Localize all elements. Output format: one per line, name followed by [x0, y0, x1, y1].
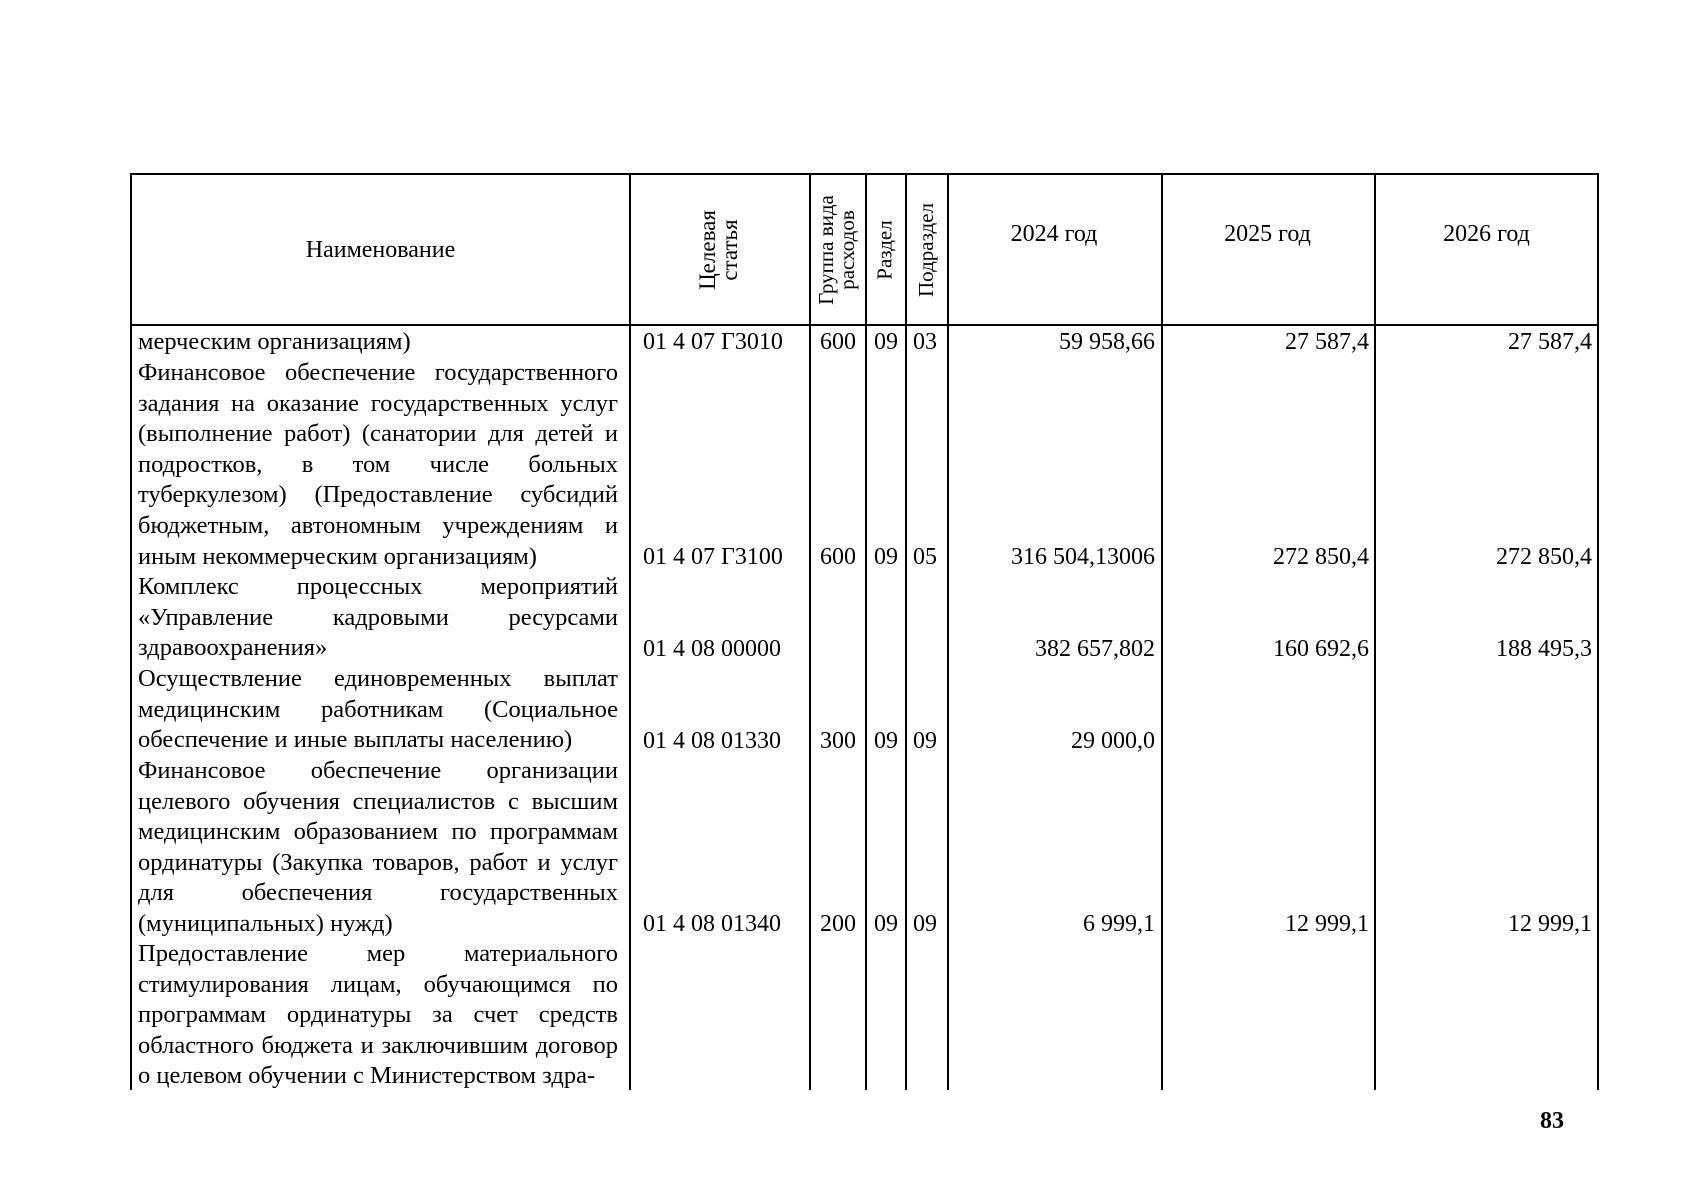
header-subsection [905, 175, 947, 325]
row-4-group: 300 [820, 728, 856, 754]
row-4-subsection: 09 [913, 728, 937, 754]
row-5-group: 200 [820, 911, 856, 937]
row-4-name: Осуществление единовременных выплат медицинским работникам (Социальное обеспечение и иные выплаты населению) [138, 665, 618, 754]
header-group-line2: расходов [835, 210, 859, 290]
header-group [809, 175, 865, 325]
row-4-2024: 29 000,0 [1071, 728, 1155, 754]
row-3-2025: 160 692,6 [1273, 636, 1369, 662]
row-2-code: 01 4 07 Г3100 [643, 544, 783, 570]
budget-table [130, 173, 1599, 1090]
row-3-name: Комплекс процессных мероприятий «Управление кадровыми ресурсами здравоохранения» [138, 573, 618, 662]
row-3-2024: 382 657,802 [1035, 636, 1155, 662]
header-2026 [1374, 175, 1599, 325]
row-2-name: Финансовое обеспечение государственного задания на оказание государственных услуг (выполнение работ) (санатории для детей и подростков, в том числе больных туберкулезом) (Предоставление субсидий бюджетным, автономным учреждениям и иным некоммерческим организациям) [138, 359, 618, 570]
row-4-code: 01 4 08 01330 [643, 728, 781, 754]
row-5-2026: 12 999,1 [1508, 911, 1592, 937]
row-5-subsection: 09 [913, 911, 937, 937]
header-target-line1: Целевая [694, 210, 720, 290]
header-target-line2: статья [716, 219, 742, 281]
header-target [629, 175, 809, 325]
header-2024 [947, 175, 1161, 325]
row-1-group: 600 [820, 329, 856, 355]
header-target-label [694, 210, 742, 290]
row-1-2026: 27 587,4 [1508, 329, 1592, 355]
row-5-2025: 12 999,1 [1285, 911, 1369, 937]
row-2-2024: 316 504,13006 [1011, 544, 1155, 570]
row-5-name: Финансовое обеспечение организации целевого обучения специалистов с высшим медицинским образованием по программам ординатуры (Закупка товаров, работ и услуг для обеспечения государственных (муниципальных) нужд) [138, 757, 618, 937]
header-section-label: Раздел [873, 220, 897, 280]
row-3-code: 01 4 08 00000 [643, 636, 781, 662]
row-3-2026: 188 495,3 [1496, 636, 1592, 662]
header-2025-label: 2025 год [1224, 221, 1311, 247]
row-6-name: Предоставление мер материального стимулирования лицам, обучающимся по программам ординатуры за счет средств областного бюджета и заключившим договор о целевом обучении с Министерством здра- [138, 940, 618, 1090]
row-4-section: 09 [874, 728, 898, 754]
page-number: 83 [1540, 1108, 1564, 1134]
row-2-section: 09 [874, 544, 898, 570]
row-1-subsection: 03 [913, 329, 937, 355]
row-5-section: 09 [874, 911, 898, 937]
header-2024-label: 2024 год [1010, 221, 1098, 247]
row-1-2024: 59 958,66 [1059, 329, 1155, 355]
header-name [132, 175, 629, 325]
header-group-label [816, 195, 858, 305]
header-name-label: Наименование [305, 236, 456, 263]
header-section [865, 175, 905, 325]
row-1-name: мерческим организациям) [138, 328, 411, 355]
row-2-group: 600 [820, 544, 856, 570]
header-2025 [1161, 175, 1374, 325]
header-subsection-label: Подраздел [914, 203, 938, 297]
row-5-2024: 6 999,1 [1083, 911, 1155, 937]
row-2-2025: 272 850,4 [1273, 544, 1369, 570]
header-2026-label: 2026 год [1443, 221, 1530, 247]
header-group-line1: Группа вида [814, 195, 838, 305]
row-1-section: 09 [874, 329, 898, 355]
row-1-code: 01 4 07 Г3010 [643, 329, 783, 355]
row-2-2026: 272 850,4 [1496, 544, 1592, 570]
row-2-subsection: 05 [913, 544, 937, 570]
row-5-code: 01 4 08 01340 [643, 911, 781, 937]
row-1-2025: 27 587,4 [1285, 329, 1369, 355]
